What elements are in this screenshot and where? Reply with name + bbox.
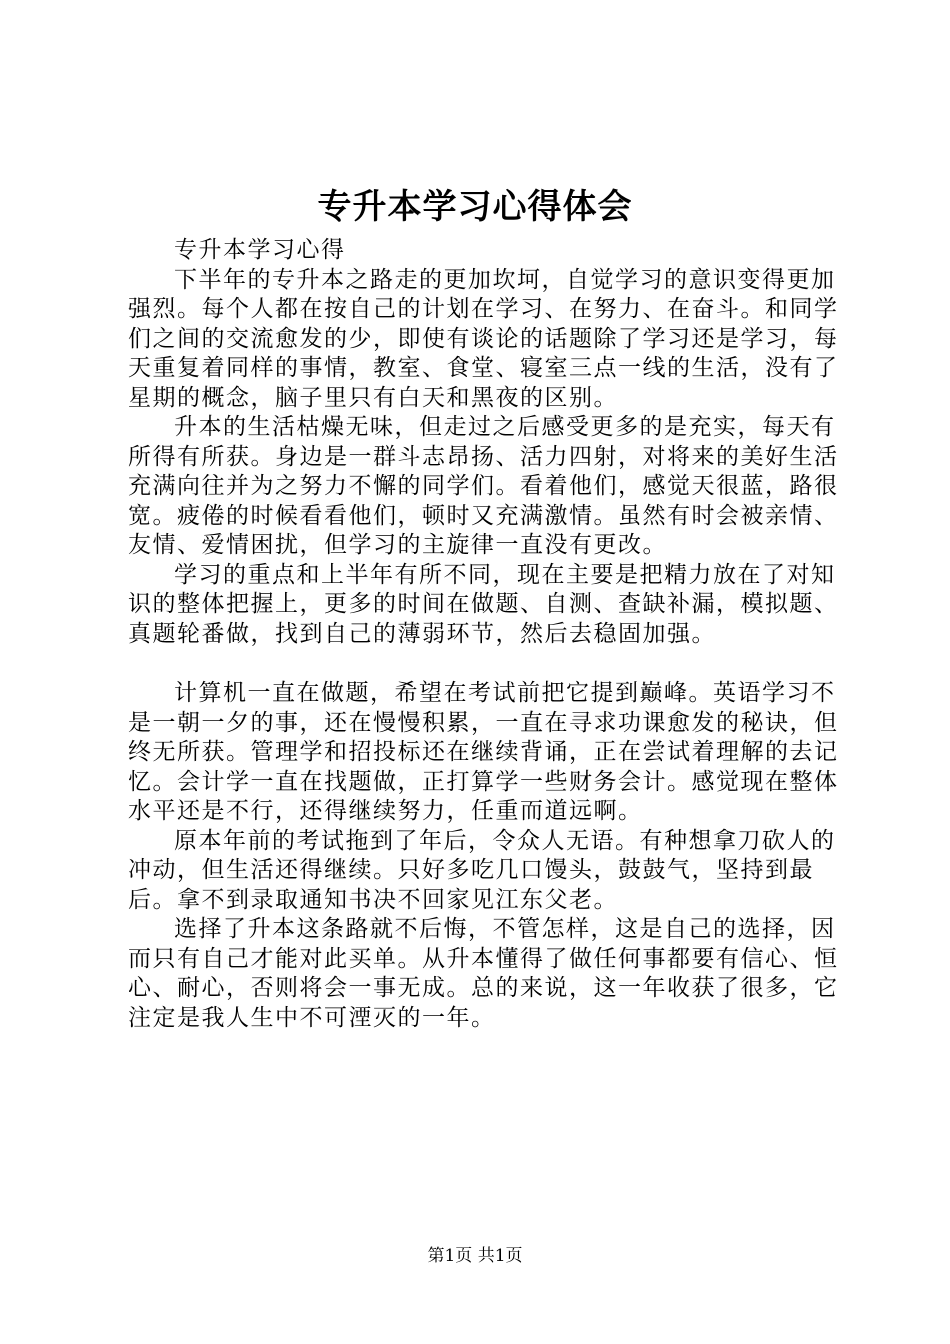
- paragraph-subtitle: 专升本学习心得: [174, 237, 346, 263]
- paragraph: 学习的重点和上半年有所不同，现在主要是把精力放在了对知识的整体把握上，更多的时间在做题、自测、查缺补漏，模拟题、真题轮番做，找到自己的薄弱环节，然后去稳固加强。: [128, 561, 839, 647]
- paragraph: 升本的生活枯燥无味，但走过之后感受更多的是充实，每天有所得有所获。身边是一群斗志昂扬、活力四射，对将来的美好生活充满向往并为之努力不懈的同学们。看着他们，感觉天很蓝，路很宽。疲倦的时候看看他们，顿时又充满激情。虽然有时会被亲情、友情、爱情困扰，但学习的主旋律一直没有更改。: [128, 414, 839, 558]
- document-title: 专升本学习心得体会: [317, 187, 633, 227]
- page-footer: 第1页 共1页: [427, 1246, 523, 1266]
- paragraph: 原本年前的考试拖到了年后，令众人无语。有种想拿刀砍人的冲动，但生活还得继续。只好多吃几口馒头，鼓鼓气，坚持到最后。拿不到录取通知书决不回家见江东父老。: [128, 827, 836, 913]
- paragraph: 选择了升本这条路就不后悔，不管怎样，这是自己的选择，因而只有自己才能对此买单。从升本懂得了做任何事都要有信心、恒心、耐心，否则将会一事无成。总的来说，这一年收获了很多，它注定是我人生中不可湮灭的一年。: [128, 916, 839, 1031]
- paragraph: 下半年的专升本之路走的更加坎坷，自觉学习的意识变得更加强烈。每个人都在按自己的计划在学习、在努力、在奋斗。和同学们之间的交流愈发的少，即使有谈论的话题除了学习还是学习，每天重复着同样的事情，教室、食堂、寝室三点一线的生活，没有了星期的概念，脑子里只有白天和黑夜的区别。: [128, 266, 839, 411]
- document-body: [128, 236, 848, 1033]
- paragraph: 计算机一直在做题，希望在考试前把它提到巅峰。英语学习不是一朝一夕的事，还在慢慢积累，一直在寻求功课愈发的秘诀，但终无所获。管理学和招投标还在继续背诵，正在尝试着理解的去记忆。会计学一直在找题做，正打算学一些财务会计。感觉现在整体水平还是不行，还得继续努力，任重而道远啊。: [128, 680, 839, 824]
